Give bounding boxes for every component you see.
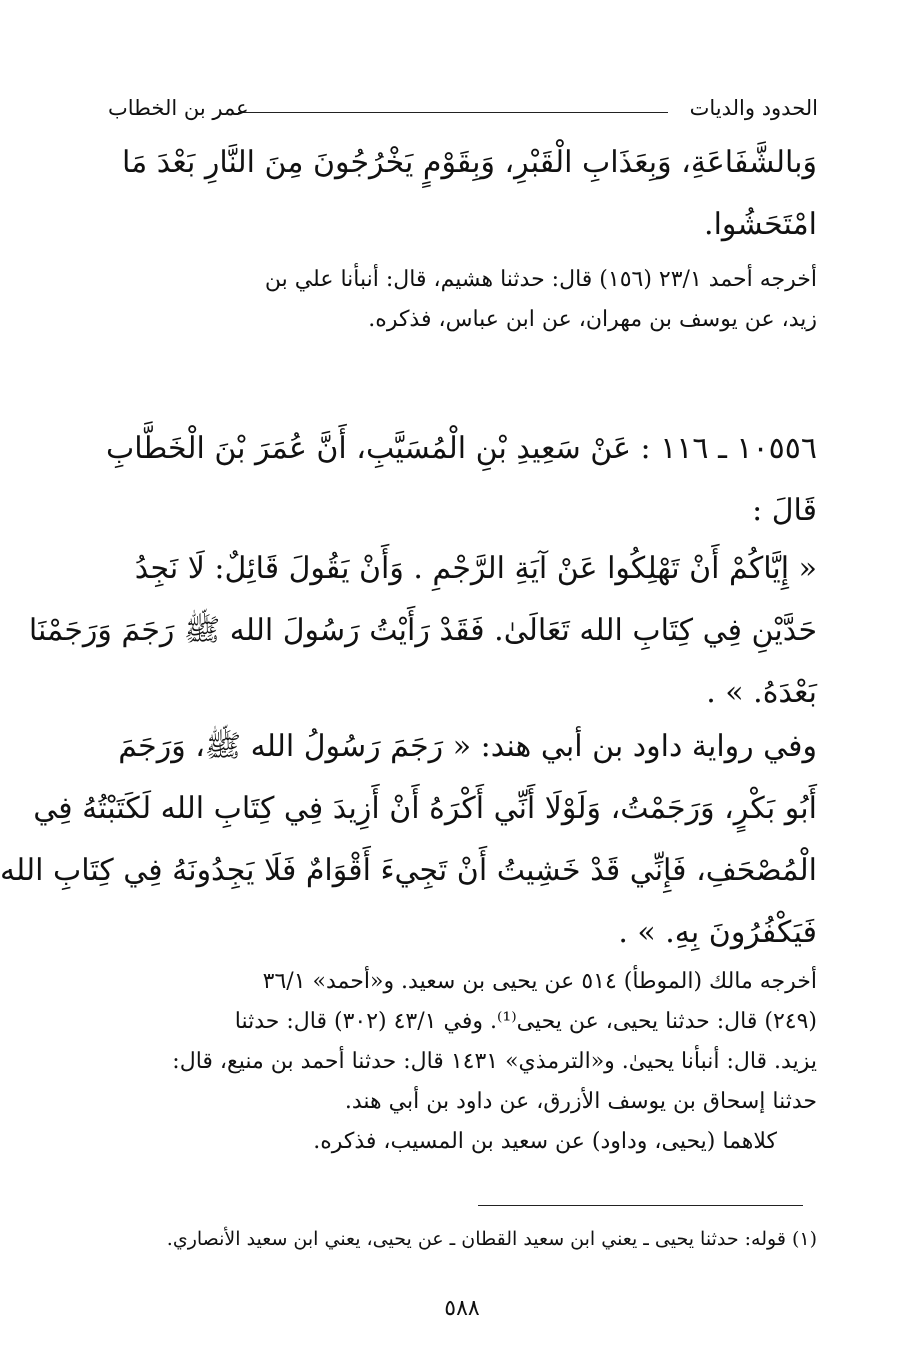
- hadith-heading: [105, 418, 817, 542]
- text-line: قَالَ :: [752, 493, 817, 528]
- text-line: امْتَحَشُوا.: [704, 207, 817, 242]
- text-line: حَدَّيْنِ فِي كِتَابِ الله تَعَالَىٰ. فَقَدْ رَأَيْتُ رَسُولَ الله ﷺ رَجَمَ وَرَجَمْنَا: [28, 613, 817, 648]
- text-line: كلاهما (يحيى، وداود) عن سعيد بن المسيب، فذكره.: [313, 1129, 777, 1154]
- hadith-text: [28, 538, 857, 724]
- text-line: بَعْدَهُ. » .: [706, 675, 817, 710]
- header-rule: [238, 112, 668, 113]
- hadith-continuation: [105, 132, 817, 256]
- text-line: « إِيَّاكُمْ أَنْ تَهْلِكُوا عَنْ آيَةِ الرَّجْمِ . وَأَنْ يَقُولَ قَائِلٌ: لَا نَجِدُ: [134, 551, 817, 586]
- hadith-variant: [0, 716, 857, 964]
- section-title: الحدود والديات: [689, 96, 818, 120]
- takhrij-note-2: [105, 962, 857, 1162]
- text-line: زيد، عن يوسف بن مهران، عن ابن عباس، فذكره.: [368, 307, 817, 332]
- hadith-number-line: ١٠٥٥٦ ـ ١١٦ : عَنْ سَعِيدِ بْنِ الْمُسَيَّبِ، أَنَّ عُمَرَ بْنَ الْخَطَّابِ: [105, 431, 817, 466]
- text-line: أَبُو بَكْرٍ، وَرَجَمْتُ، وَلَوْلَا أَنِّي أَكْرَهُ أَنْ أَزِيدَ فِي كِتَابِ الله لَكَتَبْتُهُ فِي: [33, 791, 817, 826]
- running-header: [108, 96, 818, 126]
- page-number: ٥٨٨: [444, 1296, 480, 1321]
- footnote: (١) قوله: حدثنا يحيى ـ يعني ابن سعيد القطان ـ عن يحيى، يعني ابن سعيد الأنصاري.: [166, 1228, 817, 1250]
- text-line: حدثنا إسحاق بن يوسف الأزرق، عن داود بن أبي هند.: [344, 1089, 817, 1114]
- takhrij-note-1: [105, 260, 857, 340]
- chapter-title: عمر بن الخطاب: [108, 96, 249, 120]
- text-line: وفي رواية داود بن أبي هند: « رَجَمَ رَسُولُ الله ﷺ، وَرَجَمَ: [118, 729, 817, 764]
- text-line: وَبالشَّفَاعَةِ، وَبِعَذَابِ الْقَبْرِ، وَبِقَوْمٍ يَخْرُجُونَ مِنَ النَّارِ بَعْدَ مَا: [122, 145, 817, 180]
- footnote-rule: [478, 1205, 803, 1206]
- text-line: فَيَكْفُرُونَ بِهِ. » .: [618, 915, 817, 950]
- text-line: أخرجه مالك (الموطأ) ٥١٤ عن يحيى بن سعيد. و«أحمد» ٣٦/١: [262, 969, 817, 994]
- text-line: الْمُصْحَفِ، فَإِنِّي قَدْ خَشِيتُ أَنْ تَجِيءَ أَقْوَامٌ فَلَا يَجِدُونَهُ فِي كِتَابِ الله: [0, 853, 817, 888]
- text-line: يزيد. قال: أنبأنا يحيىٰ. و«الترمذي» ١٤٣١ قال: حدثنا أحمد بن منيع، قال:: [172, 1049, 817, 1074]
- text-line: (٢٤٩) قال: حدثنا يحيى، عن يحيى⁽¹⁾. وفي ٤٣/١ (٣٠٢) قال: حدثنا: [234, 1009, 817, 1034]
- text-line: أخرجه أحمد ٢٣/١ (١٥٦) قال: حدثنا هشيم، قال: أنبأنا علي بن: [264, 267, 817, 292]
